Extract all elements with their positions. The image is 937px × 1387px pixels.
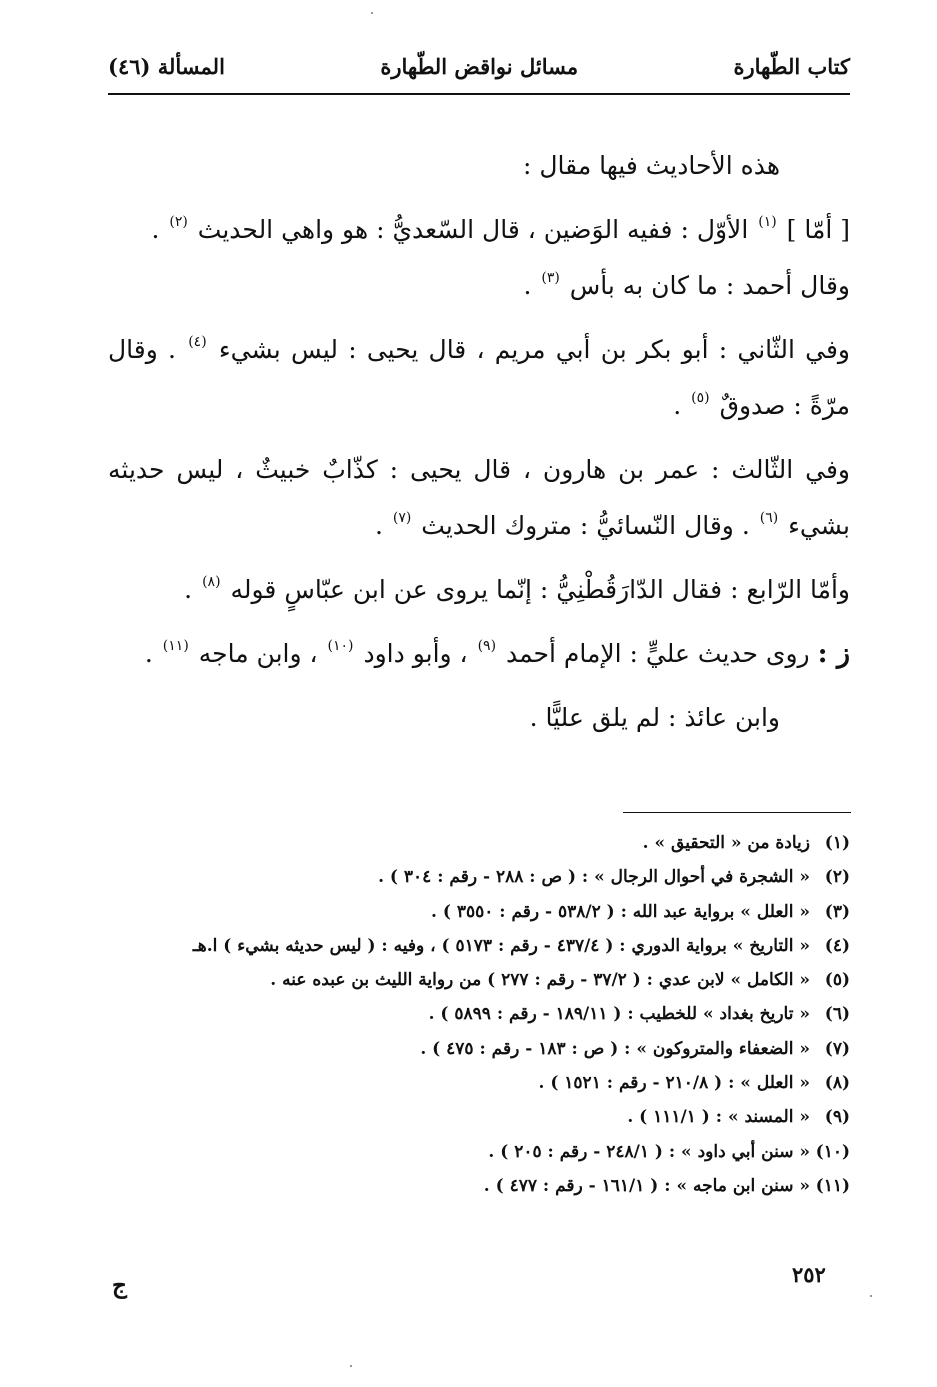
paragraph-second-hadith: وفي الثّاني : أبو بكر بن أبي مريم ، قال يحيى : ليس بشيء $^{(٤)}$ . وقال مرّةً : صدوقٌ $^{(٥)}$ .	[108, 334, 850, 420]
footnote-text: « العلل » برواية عبد الله : ( ٥٣٨/٢ - رقم : ٣٥٥٠ ) .	[431, 901, 810, 922]
footnote-number: (١٠)	[815, 1141, 850, 1162]
footnote	[108, 997, 850, 1031]
scan-speck	[870, 1295, 872, 1297]
footnote-text: زيادة من « التحقيق » .	[642, 833, 810, 853]
scan-speck	[350, 1365, 352, 1367]
footnote-ref-8[interactable]: (٨)	[202, 574, 221, 590]
footnote-number: (١١)	[815, 1175, 850, 1196]
footnote-number: (١)	[824, 833, 850, 853]
header-issue-number: المسألة (٤٦)	[108, 53, 225, 79]
footnote-ref-6[interactable]: (٦)	[759, 510, 779, 526]
footnote-ref-7[interactable]: (٧)	[392, 510, 412, 526]
paragraph-third-hadith: وفي الثّالث : عمر بن هارون ، قال يحيى : كذّابٌ خبيثٌ ، ليس حديثه بشيء $^{(٦)}$ . وقال النّسائيُّ : متروك الحديث $^{(٧)}$ .	[108, 455, 850, 540]
footnote-text: « تاريخ بغداد » للخطيب : ( ١٨٩/١١ - رقم : ٥٨٩٩ ) .	[428, 1004, 810, 1025]
paragraph-first-hadith: [ أمّا ] $^{(١)}$ الأوّل : ففيه الوَضين ، قال السّعديُّ : هو واهي الحديث $^{(٢)}$ . وقال أحمد : ما كان به بأس $^{(٣)}$ .	[151, 214, 850, 300]
footnote	[108, 1066, 850, 1100]
footnote-ref-1[interactable]: (١)	[758, 214, 777, 230]
footnote-ref-9[interactable]: (٩)	[477, 638, 497, 654]
addition-marker: ز :	[817, 638, 850, 669]
header-chapter-title: مسائل نواقض الطّهارة	[380, 53, 579, 79]
footnote-text: « التاريخ » برواية الدوري : ( ٤٣٧/٤ - رقم : ٥١٧٣ ) ، وفيه : ( ليس حديثه بشيء ) ا.هـ	[192, 935, 810, 956]
footnote-number: (٧)	[824, 1038, 850, 1059]
footnote-text: « الشجرة في أحوال الرجال » : ( ص : ٢٨٨ - رقم : ٣٠٤ ) .	[378, 867, 810, 888]
paragraph-fourth-hadith: وأمّا الرّابع : فقال الدّارَقُطْنِيُّ : إنّما يروى عن ابن عبّاسٍ قوله $^{(٨)}$ .	[184, 574, 850, 604]
footnote-ref-3[interactable]: (٣)	[541, 270, 560, 286]
footnote	[108, 1100, 850, 1134]
footnote	[108, 963, 850, 997]
footnote-text: « الكامل » لابن عدي : ( ٣٧/٢ - رقم : ٢٧٧ ) من رواية الليث بن عبده عنه .	[270, 970, 810, 991]
running-header	[108, 46, 850, 86]
footnote-number: (٥)	[824, 970, 850, 991]
paragraph-ibn-aidh: وابن عائذ : لم يلق عليًّا .	[529, 703, 780, 732]
footnote	[108, 895, 850, 929]
footnote	[108, 1032, 850, 1066]
signature-mark: ج	[112, 1272, 127, 1299]
footnote-ref-2[interactable]: (٢)	[169, 214, 188, 230]
main-text	[108, 138, 850, 754]
footnote-text: « سنن ابن ماجه » : ( ١٦١/١ - رقم : ٤٧٧ ) .	[483, 1175, 810, 1196]
page-number: ٢٥٢	[792, 1262, 826, 1287]
scan-speck	[371, 12, 373, 14]
footnote-number: (٦)	[824, 1004, 850, 1025]
footnote-separator	[623, 812, 851, 813]
footnote-ref-10[interactable]: (١٠)	[327, 638, 354, 654]
footnotes-list	[108, 826, 850, 1203]
footnote	[108, 860, 850, 894]
footnote-text: « سنن أبي داود » : ( ٢٤٨/١ - رقم : ٢٠٥ ) .	[488, 1141, 810, 1162]
paragraph-addition: ز : روى حديث عليٍّ : الإمام أحمد $^{(٩)}$ ، وأبو داود $^{(١٠)}$ ، وابن ماجه $^{(١١)}$ .	[144, 638, 850, 669]
footnote	[108, 1169, 850, 1203]
footnote-number: (٨)	[824, 1073, 850, 1094]
footnote	[108, 1135, 850, 1169]
footnote-text: « العلل » : ( ٢١٠/٨ - رقم : ١٥٢١ ) .	[538, 1073, 810, 1094]
footnote-number: (٢)	[824, 867, 850, 888]
footnote-number: (٣)	[824, 901, 850, 922]
footnote	[108, 929, 850, 963]
header-book-title: كتاب الطّهارة	[733, 53, 850, 79]
paragraph-intro: هذه الأحاديث فيها مقال :	[523, 151, 780, 180]
footnote	[108, 826, 850, 860]
header-rule	[108, 93, 850, 95]
footnote-ref-4[interactable]: (٤)	[188, 334, 207, 350]
footnote-number: (٤)	[824, 935, 850, 956]
footnote-ref-5[interactable]: (٥)	[691, 390, 710, 406]
footnote-number: (٩)	[824, 1107, 850, 1128]
footnote-ref-11[interactable]: (١١)	[162, 638, 189, 654]
footnote-text: « الضعفاء والمتروكون » : ( ص : ١٨٣ - رقم : ٤٧٥ ) .	[420, 1038, 810, 1059]
footnote-text: « المسند » : ( ١١١/١ ) .	[627, 1107, 810, 1128]
